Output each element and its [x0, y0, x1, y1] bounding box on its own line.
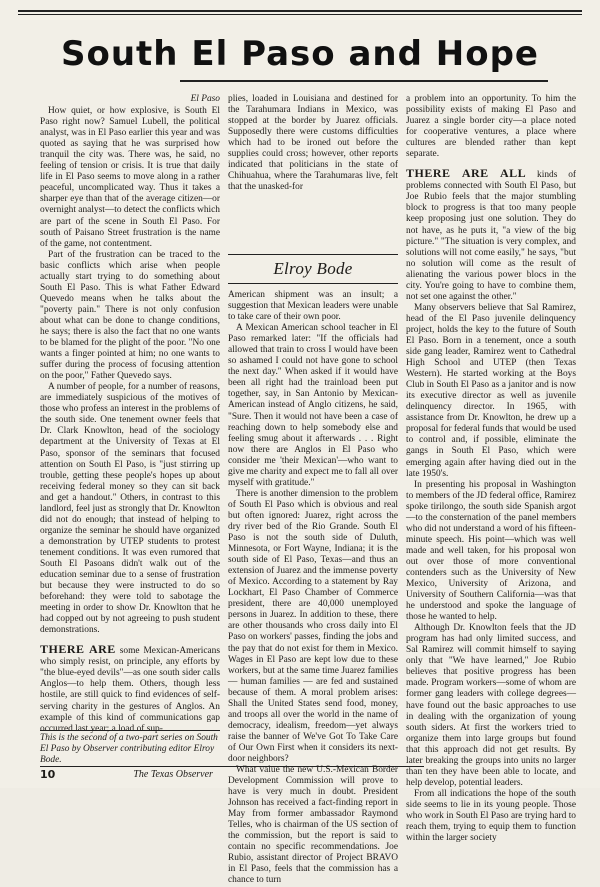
- top-rule: [18, 10, 582, 12]
- dateline: El Paso: [190, 94, 220, 104]
- paragraph: How quiet, or how explosive, is South El Paso right now? Samuel Lubell, the political analyst, was in El Paso earlier this year and was quoted as saying that he was surprised how tranquil the city was. There was, he said, no feeling of tension or crisis. It is true that daily life in El Paso seems to move along in a rather peaceful, uncomplicated way. Thus it takes a sharper eye than that of the average citizen—or overnight analyst—to detect the conflicts which are part of the scene in South El Paso. For south of Paisano Street frustration is the name of the game, not contentment.: [40, 106, 220, 249]
- paragraph-text: kinds of problems connected with South El Paso, but Joe Rubio feels that the major stumbling block to progress is that too many people keep proposing just one solution. They do not have, as he puts it, "a view of the big picture." "The situation is very complex, and solutions will not come easily," he says, "but no solution will come as the result of alienating the various power blocs in the city. You're going to have to combine them, not set one against the other.": [406, 170, 577, 302]
- column-2-bottom: [228, 290, 398, 886]
- paragraph-text: some Mexican-Americans who simply resist, on principle, any efforts by "the blue-eyed devils"—as one south sider calls Anglos—to help them. Others, though less hostile, are still quick to find evidences of self-serving charity in the gestures of Anglos. An example of this kind of communications gap occurred last year; a load of sup-: [40, 646, 221, 734]
- title-rule: [180, 80, 548, 82]
- paragraph: There is another dimension to the problem of South El Paso which is obvious and real but often ignored: Juarez, right across the dry river bed of the Rio Grande. South El Paso is not the south side of Duluth, Minnesota, or Fort Wayne, Indiana; it is the south side of El Paso, Texas—and thus an extension of Juarez and the immense poverty of Mexico. According to a statement by Ray Lockhart, El Paso Chamber of Commerce president, there are 40,000 unemployed persons in Juarez. In addition to these, there are other thousands who cross daily into El Paso on workers' passes, finding the jobs and the pay that do not exist for them in Mexico. Wages in El Paso are kept low due to these workers, but at the same time Juarez families — human families — are fed and sustained because of them. A moral problem arises: Shall the United States send food, money, and troops all over the world in the name of democracy, idealism, freedom—yet always raise the banner of We've Got To Take Care of Our Own First when it considers its next-door neighbors?: [228, 488, 398, 764]
- paragraph: In presenting his proposal in Washington to members of the JD federal office, Ramirez spoke tirilongo, the south side Spanish argot—to the consternation of the panel members who did not understand a word of his fifteen-minute speech. His point—which was well made and well taken, for his proposal won out over those of more conventional contenders such as the University of New Mexico, University of Arizona, and University of Southern California—was that he understood and spoke the language of those he wanted to help.: [406, 479, 576, 623]
- paragraph: Although Dr. Knowlton feels that the JD program has had only limited success, and Sal Ramirez will commit himself to saying only that "We have learned," Joe Rubio believes that positive progress has been made. Program workers—some of whom are former gang leaders with college degrees—have found out the basic approaches to use in dealing with the organization of young south siders. At first the workers tried to organize them into large groups but found that this approach did not get results. By later breaking the groups into units no larger than ten they have been able to locate, and help develop, potential leaders.: [406, 623, 576, 788]
- paragraph: What value the new U.S.-Mexican Border Development Commission will prove to have is very much in doubt. President Johnson has received a fact-finding report in May from former ambassador Raymond Telles, who is chairman of the US section of the commission, but the report is said to contain no specific recommendations. Joe Rubio, assistant director of Project BRAVO in El Paso, feels that the commission has a chance to turn: [228, 765, 398, 886]
- section-lead: THERE ARE ALL: [406, 166, 527, 181]
- column-2-top: [228, 94, 398, 248]
- paragraph: A Mexican American school teacher in El Paso remarked later: "If the officials had allowed that train to cross I would have been so ashamed I could not have gone to school the next day." When asked if it would have been all right had the trainload been put together, say, in San Antonio by Mexican-American instead of Anglo citizens, he said, "Sure. Then it would not have been a case of reaching down to help somebody else and feeling smug about it afterwards . . . Right now there are Anglos in El Paso who consider me 'their Mexican'—who want to give me charity and expect me to fall all over myself with gratitude.": [228, 323, 398, 488]
- paragraph: Part of the frustration can be traced to the basic conflicts which arise when people actually start trying to do something about South El Paso. This is what Father Edward Quevedo means when he talks about the "poverty pain." There is not only confusion about what can be done to change conditions, he says; there is also the fact that no one wants to be blamed for the plight of the poor. "No one wants a finger pointed at him; no one wants to suffer during the process of focusing attention on the poor," Father Quevedo says.: [40, 249, 220, 382]
- page-number: 10: [40, 767, 56, 781]
- article-title: South El Paso and Hope: [61, 34, 539, 74]
- paragraph: plies, loaded in Louisiana and destined for the Tarahumara Indians in Mexico, was stopped at the border by Juarez officials. Supposedly there were customs difficulties which had to be ironed out before the supplies could cross; however, other reports indicated that politicians in the state of Chihuahua, where the Tarahumaras live, felt that the unasked-for: [228, 94, 398, 193]
- page-footer: [40, 766, 424, 781]
- section-paragraph: [406, 168, 576, 303]
- column-3: [406, 94, 577, 844]
- series-footnote: This is the second of a two-part series on South El Paso by Observer contributing editor Elroy Bode.: [40, 730, 220, 766]
- paragraph: American shipment was an insult; a suggestion that Mexican leaders were unable to take care of their own poor.: [228, 290, 398, 323]
- top-rule-thin: [18, 14, 582, 15]
- section-paragraph: [40, 644, 220, 734]
- byline: Elroy Bode: [273, 259, 353, 279]
- section-lead: THERE ARE: [40, 642, 116, 657]
- paragraph: A number of people, for a number of reasons, are immediately suspicious of the motives of those who profess an interest in the problems of the south side. One tenement owner feels that Dr. Clark Knowlton, head of the sociology department at the University of Texas at El Paso, sponsor of the seminars that focused attention on South El Paso, is "just stirring up trouble, getting these people's hopes up about receiving federal money so they can sit back and get a handout." Others, in contrast to this landlord, feel just as strongly that Dr. Knowlton did not do enough; that instead of helping to organize the seminar he should have organized a demonstration by UTEP students to protest tenement conditions. It was even rumored that South El Pasoans didn't walk out of the education seminar due to a sense of frustration but because they were instructed to do so beforehand: they were told to sabotage the meeting in order to show Dr. Knowlton that he had copped out by not agreeing to push student demonstrations.: [40, 382, 220, 636]
- column-2: [228, 94, 398, 886]
- paragraph: From all indications the hope of the south side seems to lie in its young people. Those who work in South El Paso are trying hard to reach them, trying to equip them to function within the larger society: [406, 788, 576, 844]
- paragraph: a problem into an opportunity. To him the possibility exists of making El Paso and Juarez a single border city—a place noted for cooperative ventures, a place where cultures are blended rather than kept separate.: [406, 94, 576, 160]
- paragraph: Many observers believe that Sal Ramirez, head of the El Paso juvenile delinquency project, holds the key to the future of South El Paso. Born in a tenement, once a south side gang leader, Ramirez went to Cathedral High School and UTEP (then Texas Western). He started working at the Boys Club in South El Paso as a janitor and is now its executive director as well as juvenile delinquency director. In 1965, with assistance from Dr. Knowlton, he drew up a proposal for federal funds that would be used to control and, if possible, eliminate the gangs in South El Paso, which were emerging again after having died out in the late 1950's.: [406, 302, 577, 479]
- column-1: [40, 94, 220, 754]
- byline-box: [228, 254, 398, 284]
- magazine-name: The Texas Observer: [133, 768, 213, 780]
